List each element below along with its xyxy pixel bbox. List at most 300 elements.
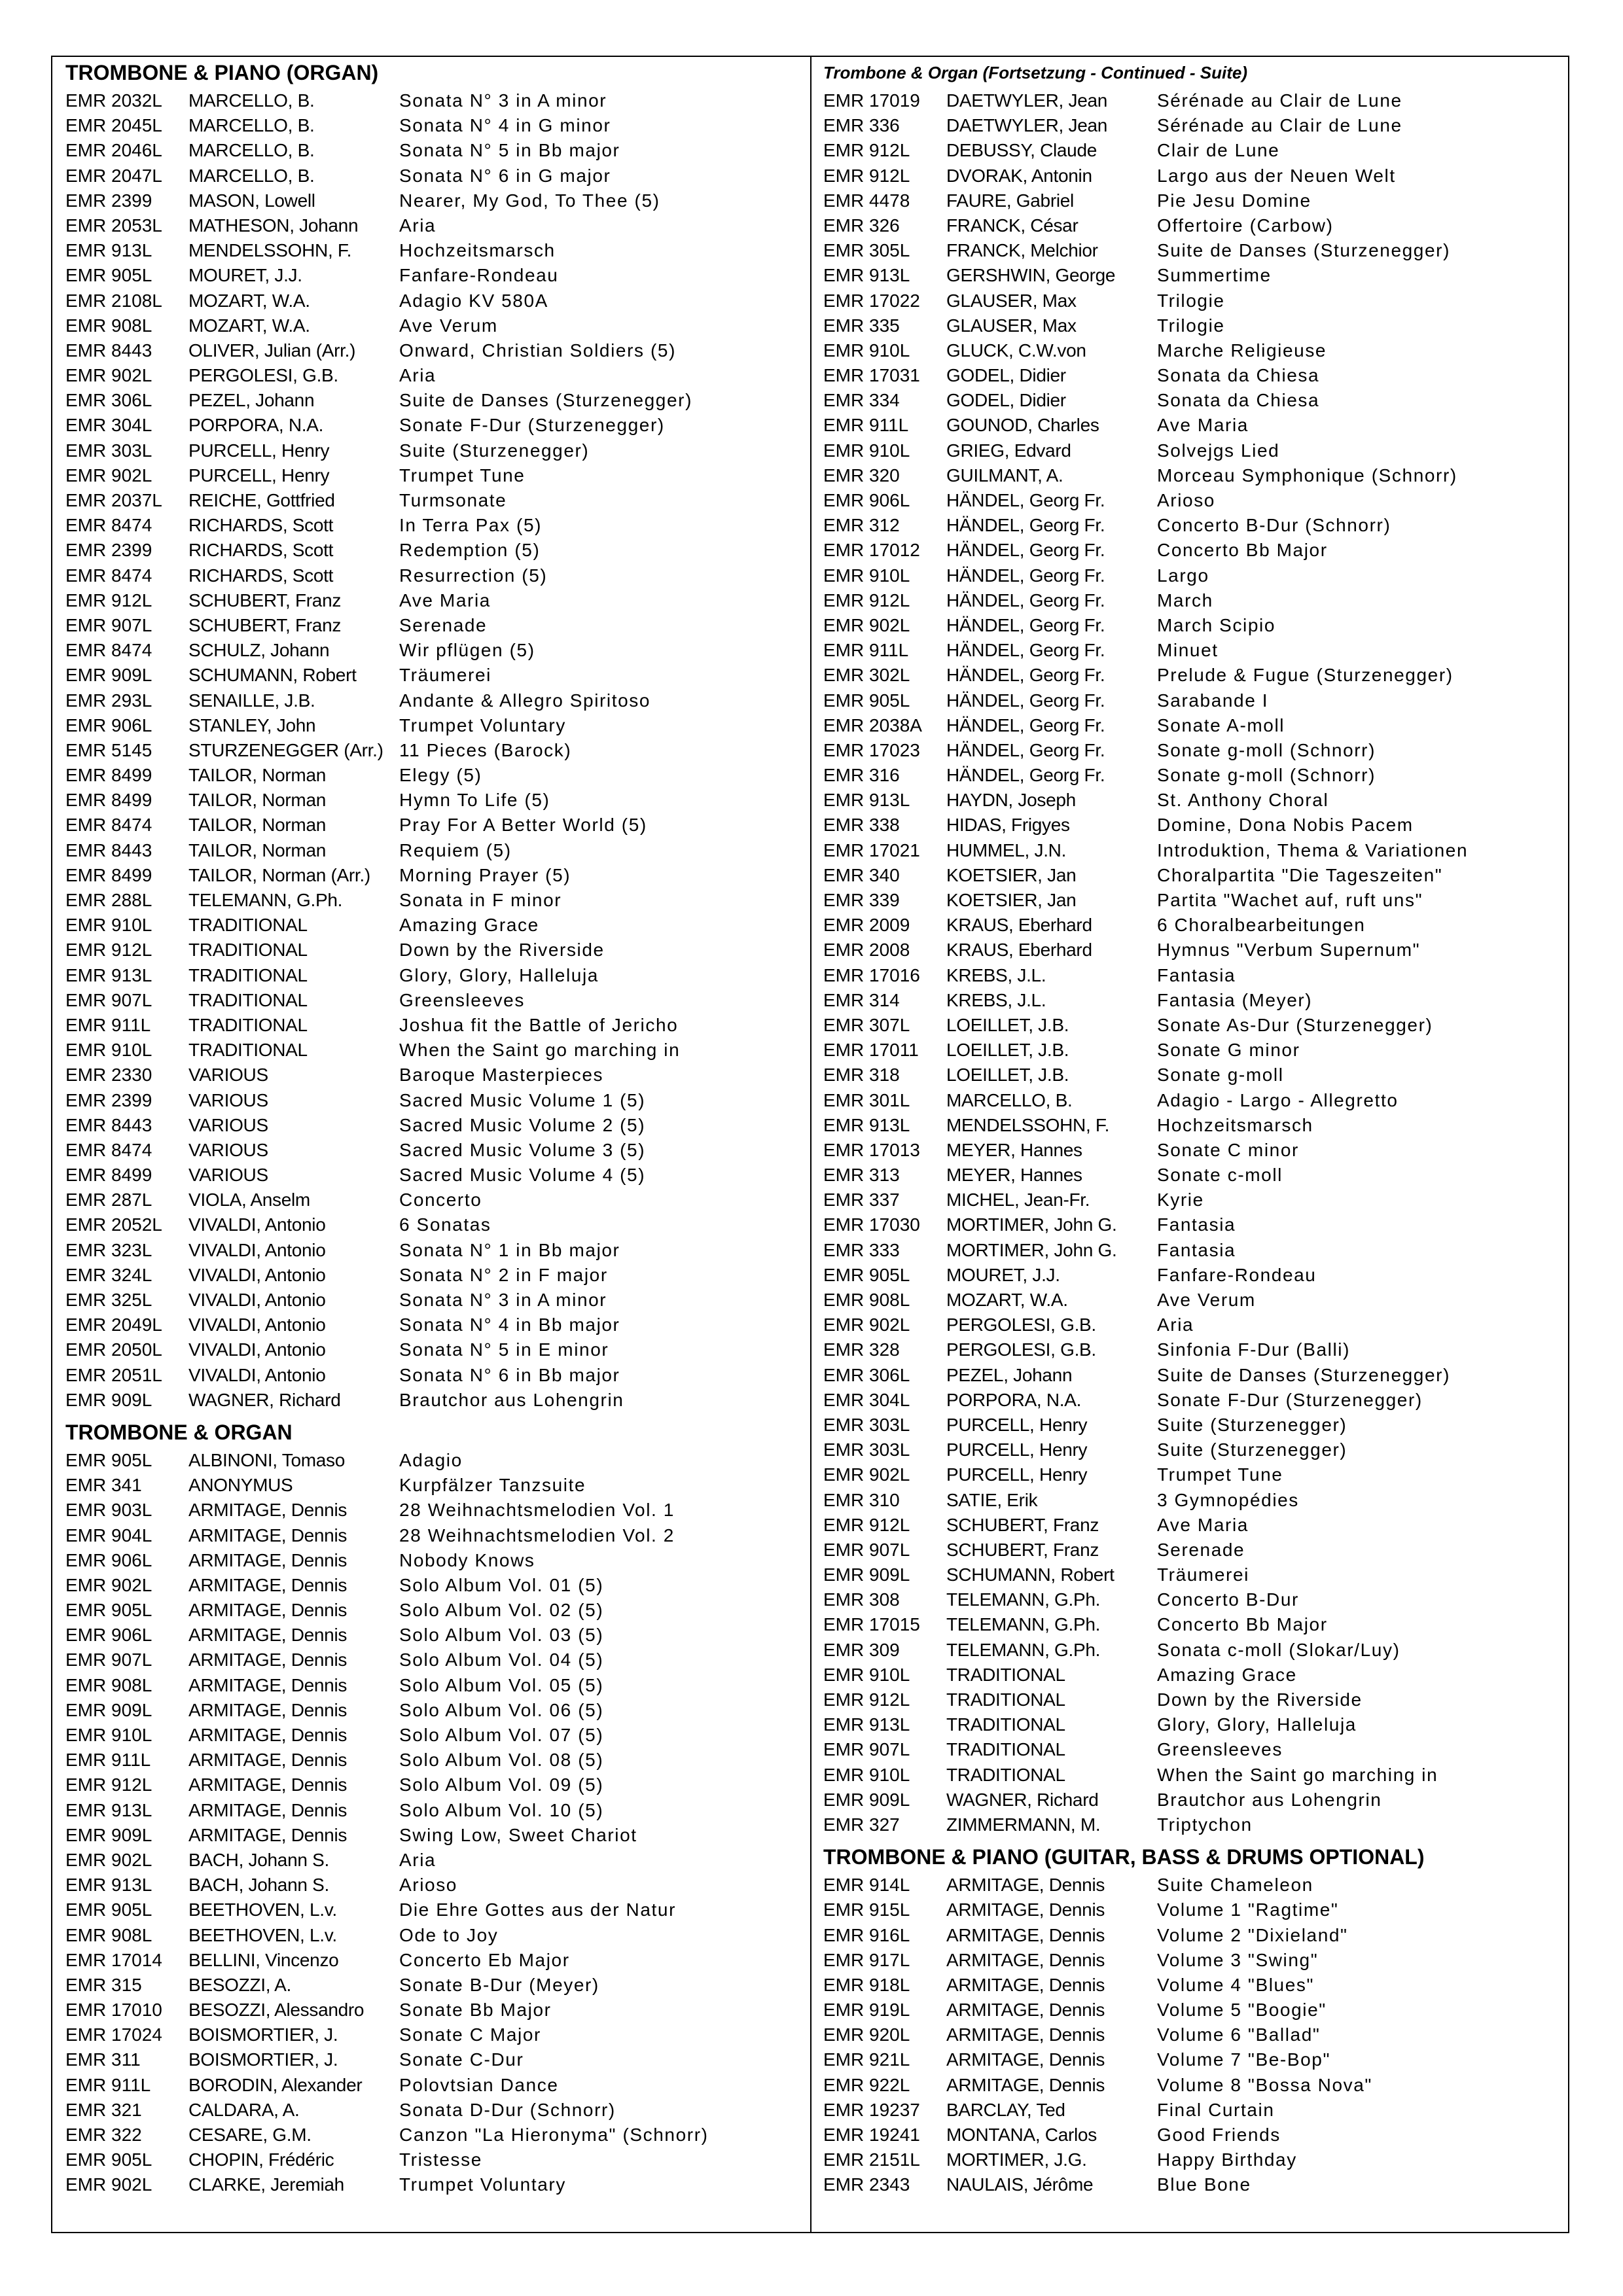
- catalog-entry: [823, 1998, 1563, 2022]
- catalog-entry: [65, 1948, 798, 1973]
- composer-name: TRADITIONAL: [946, 1739, 1065, 1760]
- work-title: Ave Maria: [399, 590, 491, 610]
- composer-name: ARMITAGE, Dennis: [946, 1924, 1105, 1945]
- composer-name: ARMITAGE, Dennis: [946, 1875, 1105, 1896]
- work-title: Fantasia: [1157, 964, 1236, 985]
- catalog-entry: [823, 88, 1563, 113]
- work-title: Canzon "La Hieronyma" (Schnorr): [399, 2125, 709, 2145]
- work-title: Sacred Music Volume 4 (5): [399, 1165, 646, 1186]
- composer-name: VARIOUS: [188, 1065, 268, 1086]
- catalog-number: EMR 322: [65, 2125, 142, 2145]
- work-title: Volume 8 "Bossa Nova": [1157, 2074, 1372, 2095]
- work-title: Morceau Symphonique (Schnorr): [1157, 465, 1457, 486]
- composer-name: TELEMANN, G.Ph.: [188, 890, 343, 910]
- catalog-number: EMR 2047L: [65, 165, 162, 186]
- composer-name: VIVALDI, Antonio: [188, 1339, 326, 1360]
- catalog-entry: [65, 1388, 798, 1413]
- catalog-entry: [823, 2172, 1563, 2197]
- work-title: Minuet: [1157, 640, 1219, 661]
- composer-name: TRADITIONAL: [188, 940, 308, 961]
- work-title: Sonate C-Dur: [399, 2049, 524, 2070]
- work-title: Sonate C Major: [399, 2024, 541, 2045]
- work-title: Onward, Christian Soldiers (5): [399, 340, 677, 361]
- catalog-entry: [823, 2022, 1563, 2047]
- catalog-entry: [65, 563, 798, 588]
- catalog-number: EMR 910L: [65, 1725, 152, 1745]
- catalog-entry: [823, 1462, 1563, 1487]
- work-title: Adagio KV 580A: [399, 290, 548, 311]
- catalog-number: EMR 913L: [65, 1875, 152, 1896]
- catalog-number: EMR 8474: [65, 515, 152, 536]
- catalog-number: EMR 910L: [823, 440, 910, 461]
- work-title: Fantasia (Meyer): [1157, 989, 1313, 1010]
- catalog-number: EMR 913L: [823, 1714, 910, 1735]
- catalog-number: EMR 17015: [823, 1614, 920, 1635]
- catalog-entry: [823, 1438, 1563, 1462]
- work-title: Marche Religieuse: [1157, 340, 1327, 361]
- catalog-number: EMR 19237: [823, 2099, 920, 2120]
- catalog-entry: [65, 1238, 798, 1263]
- catalog-number: EMR 309: [823, 1639, 900, 1660]
- composer-name: PEZEL, Johann: [188, 390, 315, 411]
- catalog-number: EMR 325L: [65, 1290, 152, 1310]
- catalog-number: EMR 912L: [65, 590, 152, 610]
- catalog-entry: [823, 1873, 1563, 1898]
- composer-name: ANONYMUS: [188, 1475, 293, 1496]
- work-title: Solo Album Vol. 07 (5): [399, 1725, 604, 1745]
- work-title: Down by the Riverside: [1157, 1689, 1363, 1710]
- catalog-entry: [65, 1873, 798, 1898]
- work-title: When the Saint go marching in: [399, 1040, 681, 1061]
- catalog-number: EMR 8474: [65, 815, 152, 836]
- catalog-number: EMR 4478: [823, 190, 910, 211]
- catalog-number: EMR 911L: [65, 1014, 151, 1035]
- catalog-number: EMR 8474: [65, 1139, 152, 1160]
- catalog-number: EMR 905L: [823, 690, 910, 711]
- catalog-entry: [65, 164, 798, 188]
- catalog-number: EMR 2053L: [65, 215, 162, 236]
- right-column: [823, 57, 1563, 2198]
- catalog-entry: [823, 1587, 1563, 1612]
- catalog-number: EMR 910L: [65, 1040, 152, 1061]
- composer-name: BESOZZI, A.: [188, 1974, 291, 1995]
- work-title: Concerto Bb Major: [1157, 540, 1328, 561]
- catalog-entry: [65, 2098, 798, 2123]
- catalog-entry: [823, 463, 1563, 488]
- work-title: Partita "Wachet auf, ruft uns": [1157, 890, 1423, 910]
- catalog-entry: [65, 338, 798, 363]
- work-title: Hymn To Life (5): [399, 790, 550, 811]
- catalog-entry: [823, 138, 1563, 163]
- composer-name: ARMITAGE, Dennis: [188, 1725, 348, 1745]
- composer-name: TRADITIONAL: [946, 1664, 1065, 1685]
- work-title: Down by the Riverside: [399, 940, 605, 961]
- catalog-number: EMR 902L: [65, 465, 152, 486]
- catalog-number: EMR 2343: [823, 2174, 910, 2195]
- composer-name: HÄNDEL, Georg Fr.: [946, 715, 1105, 735]
- catalog-number: EMR 338: [823, 815, 900, 836]
- catalog-entry: [823, 788, 1563, 813]
- work-title: Sonata N° 6 in Bb major: [399, 1364, 620, 1385]
- composer-name: CALDARA, A.: [188, 2099, 300, 2120]
- work-title: Die Ehre Gottes aus der Natur: [399, 1899, 677, 1920]
- catalog-entry: [65, 2047, 798, 2072]
- catalog-number: EMR 2051L: [65, 1364, 162, 1385]
- composer-name: ARMITAGE, Dennis: [946, 1949, 1105, 1970]
- work-title: Brautchor aus Lohengrin: [1157, 1789, 1382, 1810]
- work-title: Clair de Lune: [1157, 140, 1280, 161]
- catalog-number: EMR 905L: [65, 1600, 152, 1621]
- work-title: Solo Album Vol. 08 (5): [399, 1750, 604, 1771]
- catalog-entry: [823, 438, 1563, 463]
- catalog-entry: [65, 2147, 798, 2172]
- composer-name: MATHESON, Johann: [188, 215, 359, 236]
- catalog-number: EMR 303L: [823, 1439, 910, 1460]
- catalog-entry: [65, 2073, 798, 2098]
- catalog-number: EMR 906L: [65, 1625, 152, 1646]
- catalog-entry: [65, 1648, 798, 1672]
- catalog-number: EMR 336: [823, 115, 900, 136]
- catalog-number: EMR 340: [823, 864, 900, 885]
- section-heading: TROMBONE & PIANO (GUITAR, BASS & DRUMS OPTIONAL): [823, 1845, 1425, 1869]
- composer-name: SATIE, Erik: [946, 1489, 1038, 1510]
- work-title: Sonata in F minor: [399, 890, 562, 910]
- catalog-number: EMR 315: [65, 1974, 142, 1995]
- composer-name: MENDELSSOHN, F.: [188, 240, 352, 261]
- catalog-entry: [823, 888, 1563, 913]
- catalog-number: EMR 2399: [65, 540, 152, 561]
- catalog-entry: [823, 838, 1563, 863]
- catalog-number: EMR 922L: [823, 2074, 910, 2095]
- catalog-entry: [65, 788, 798, 813]
- catalog-number: EMR 303L: [823, 1414, 910, 1435]
- work-title: Solvejgs Lied: [1157, 440, 1280, 461]
- catalog-entry: [823, 1263, 1563, 1288]
- catalog-entry: [65, 1523, 798, 1548]
- work-title: Sonata N° 6 in G major: [399, 165, 611, 186]
- composer-name: PEZEL, Johann: [946, 1364, 1073, 1385]
- catalog-entry: [65, 1548, 798, 1573]
- catalog-entry: [65, 1163, 798, 1188]
- work-title: Sonata N° 5 in E minor: [399, 1339, 609, 1360]
- work-title: 28 Weihnachtsmelodien Vol. 1: [399, 1500, 675, 1521]
- catalog-number: EMR 907L: [823, 1539, 910, 1560]
- composer-name: TRADITIONAL: [188, 964, 308, 985]
- work-title: Sonata N° 1 in Bb major: [399, 1239, 620, 1260]
- work-title: Choralpartita "Die Tageszeiten": [1157, 864, 1443, 885]
- composer-name: TRADITIONAL: [188, 1014, 308, 1035]
- work-title: Concerto Eb Major: [399, 1949, 570, 1970]
- work-title: Concerto Bb Major: [1157, 1614, 1328, 1635]
- catalog-entry: [823, 1038, 1563, 1063]
- work-title: Morning Prayer (5): [399, 864, 571, 885]
- catalog-entry: [823, 2147, 1563, 2172]
- catalog-number: EMR 307L: [823, 1014, 910, 1035]
- catalog-entry: [823, 1238, 1563, 1263]
- work-title: Trilogie: [1157, 315, 1225, 336]
- work-title: Solo Album Vol. 10 (5): [399, 1799, 604, 1820]
- catalog-number: EMR 902L: [65, 1574, 152, 1595]
- catalog-entry: [823, 563, 1563, 588]
- catalog-entry: [823, 913, 1563, 938]
- composer-name: HÄNDEL, Georg Fr.: [946, 614, 1105, 635]
- composer-name: PERGOLESI, G.B.: [188, 365, 338, 386]
- catalog-number: EMR 912L: [823, 1689, 910, 1710]
- catalog-entry: [65, 113, 798, 138]
- composer-name: TRADITIONAL: [946, 1689, 1065, 1710]
- composer-name: LOEILLET, J.B.: [946, 1014, 1069, 1035]
- work-title: Volume 5 "Boogie": [1157, 2000, 1327, 2021]
- work-title: Solo Album Vol. 05 (5): [399, 1674, 604, 1695]
- work-title: Swing Low, Sweet Chariot: [399, 1824, 637, 1845]
- catalog-number: EMR 909L: [65, 1389, 152, 1410]
- catalog-entry: [65, 413, 798, 438]
- catalog-entry: [823, 1737, 1563, 1762]
- catalog-entry: [65, 388, 798, 413]
- composer-name: SCHUBERT, Franz: [188, 590, 342, 610]
- composer-name: MORTIMER, J.G.: [946, 2149, 1087, 2170]
- composer-name: PURCELL, Henry: [946, 1414, 1088, 1435]
- composer-name: MOZART, W.A.: [188, 315, 310, 336]
- catalog-number: EMR 304L: [65, 415, 152, 436]
- catalog-entry: [823, 1973, 1563, 1998]
- composer-name: TAILOR, Norman: [188, 815, 326, 836]
- work-title: Introduktion, Thema & Variationen: [1157, 839, 1469, 860]
- work-title: Fantasia: [1157, 1214, 1236, 1235]
- work-title: Suite de Danses (Sturzenegger): [1157, 1364, 1450, 1385]
- catalog-number: EMR 2045L: [65, 115, 162, 136]
- catalog-entry: [65, 1848, 798, 1873]
- catalog-number: EMR 914L: [823, 1875, 910, 1896]
- catalog-entry: [65, 813, 798, 838]
- work-title: Sonata N° 3 in A minor: [399, 90, 607, 111]
- catalog-number: EMR 902L: [823, 1464, 910, 1485]
- composer-name: KOETSIER, Jan: [946, 890, 1077, 910]
- catalog-number: EMR 17014: [65, 1949, 162, 1970]
- work-title: Sonate As-Dur (Sturzenegger): [1157, 1014, 1433, 1035]
- composer-name: VIVALDI, Antonio: [188, 1214, 326, 1235]
- composer-name: ARMITAGE, Dennis: [946, 2049, 1105, 2070]
- composer-name: ARMITAGE, Dennis: [946, 2000, 1105, 2021]
- catalog-entry: [65, 1188, 798, 1212]
- catalog-entry: [823, 663, 1563, 688]
- catalog-number: EMR 2108L: [65, 290, 162, 311]
- work-title: Hochzeitsmarsch: [399, 240, 556, 261]
- catalog-number: EMR 310: [823, 1489, 900, 1510]
- work-title: Resurrection (5): [399, 565, 548, 586]
- catalog-number: EMR 905L: [65, 1449, 152, 1470]
- work-title: Volume 7 "Be-Bop": [1157, 2049, 1330, 2070]
- work-title: Serenade: [1157, 1539, 1245, 1560]
- catalog-number: EMR 910L: [823, 1764, 910, 1785]
- catalog-entry: [65, 188, 798, 213]
- composer-name: GODEL, Didier: [946, 390, 1066, 411]
- catalog-number: EMR 304L: [823, 1389, 910, 1410]
- work-title: Aria: [1157, 1315, 1194, 1335]
- composer-name: SCHUBERT, Franz: [188, 614, 342, 635]
- work-title: St. Anthony Choral: [1157, 790, 1329, 811]
- composer-name: TRADITIONAL: [188, 1040, 308, 1061]
- catalog-number: EMR 8499: [65, 765, 152, 786]
- work-title: Redemption (5): [399, 540, 541, 561]
- composer-name: VARIOUS: [188, 1165, 268, 1186]
- catalog-number: EMR 915L: [823, 1899, 910, 1920]
- composer-name: FAURE, Gabriel: [946, 190, 1074, 211]
- catalog-number: EMR 903L: [65, 1500, 152, 1521]
- catalog-entry: [65, 2172, 798, 2197]
- catalog-entry: [823, 313, 1563, 338]
- composer-name: CLARKE, Jeremiah: [188, 2174, 344, 2195]
- composer-name: HÄNDEL, Georg Fr.: [946, 690, 1105, 711]
- catalog-entry: [823, 713, 1563, 738]
- work-title: March Scipio: [1157, 614, 1276, 635]
- composer-name: REICHE, Gottfried: [188, 490, 335, 510]
- work-title: Sérénade au Clair de Lune: [1157, 90, 1402, 111]
- work-title: Sonate c-moll: [1157, 1165, 1283, 1186]
- composer-name: HÄNDEL, Georg Fr.: [946, 665, 1105, 686]
- catalog-number: EMR 905L: [65, 265, 152, 286]
- work-title: Triptychon: [1157, 1814, 1253, 1835]
- catalog-number: EMR 912L: [823, 140, 910, 161]
- catalog-number: EMR 913L: [823, 790, 910, 811]
- catalog-number: EMR 919L: [823, 2000, 910, 2021]
- work-title: Hymnus "Verbum Supernum": [1157, 940, 1421, 961]
- composer-name: TRADITIONAL: [188, 989, 308, 1010]
- catalog-entry: [823, 1113, 1563, 1138]
- composer-name: GLAUSER, Max: [946, 290, 1077, 311]
- composer-name: GODEL, Didier: [946, 365, 1066, 386]
- work-title: Volume 1 "Ragtime": [1157, 1899, 1339, 1920]
- catalog-number: EMR 909L: [65, 1699, 152, 1720]
- catalog-entry: [823, 1712, 1563, 1737]
- work-title: Solo Album Vol. 02 (5): [399, 1600, 604, 1621]
- composer-name: MOZART, W.A.: [188, 290, 310, 311]
- work-title: Arioso: [399, 1875, 457, 1896]
- catalog-number: EMR 909L: [823, 1789, 910, 1810]
- composer-name: ARMITAGE, Dennis: [188, 1625, 348, 1646]
- catalog-entry: [823, 1188, 1563, 1212]
- catalog-entry: [823, 1788, 1563, 1812]
- catalog-entry: [823, 1388, 1563, 1413]
- work-title: Greensleeves: [1157, 1739, 1283, 1760]
- composer-name: LOEILLET, J.B.: [946, 1040, 1069, 1061]
- catalog-number: EMR 8443: [65, 340, 152, 361]
- work-title: Final Curtain: [1157, 2099, 1275, 2120]
- catalog-number: EMR 320: [823, 465, 900, 486]
- composer-name: ARMITAGE, Dennis: [188, 1775, 348, 1795]
- work-title: Sonate B-Dur (Meyer): [399, 1974, 599, 1995]
- catalog-number: EMR 17031: [823, 365, 920, 386]
- work-title: Greensleeves: [399, 989, 525, 1010]
- catalog-entry: [65, 1138, 798, 1163]
- catalog-number: EMR 902L: [65, 1849, 152, 1870]
- catalog-entry: [823, 1313, 1563, 1337]
- catalog-number: EMR 2032L: [65, 90, 162, 111]
- composer-name: HIDAS, Frigyes: [946, 815, 1070, 836]
- work-title: Sonate g-moll (Schnorr): [1157, 739, 1376, 760]
- catalog-number: EMR 910L: [823, 565, 910, 586]
- catalog-number: EMR 19241: [823, 2125, 920, 2145]
- composer-name: HÄNDEL, Georg Fr.: [946, 515, 1105, 536]
- catalog-entry: [65, 1698, 798, 1723]
- catalog-entry: [65, 1673, 798, 1698]
- catalog-entry: [65, 1212, 798, 1237]
- section-heading: TROMBONE & ORGAN: [65, 1420, 293, 1444]
- catalog-number: EMR 2037L: [65, 490, 162, 510]
- catalog-entry: [65, 1623, 798, 1648]
- catalog-entry: [823, 2098, 1563, 2123]
- composer-name: ARMITAGE, Dennis: [188, 1549, 348, 1570]
- catalog-entry: [823, 763, 1563, 788]
- catalog-number: EMR 17016: [823, 964, 920, 985]
- catalog-number: EMR 324L: [65, 1264, 152, 1285]
- composer-name: BOISMORTIER, J.: [188, 2049, 338, 2070]
- catalog-number: EMR 921L: [823, 2049, 910, 2070]
- composer-name: ARMITAGE, Dennis: [946, 2024, 1105, 2045]
- composer-name: OLIVER, Julian (Arr.): [188, 340, 356, 361]
- composer-name: MORTIMER, John G.: [946, 1239, 1117, 1260]
- composer-name: SCHULZ, Johann: [188, 640, 330, 661]
- catalog-number: EMR 17030: [823, 1214, 920, 1235]
- catalog-entry: [823, 263, 1563, 288]
- work-title: Nobody Knows: [399, 1549, 535, 1570]
- work-title: Ode to Joy: [399, 1924, 499, 1945]
- catalog-entry: [823, 1898, 1563, 1922]
- work-title: 28 Weihnachtsmelodien Vol. 2: [399, 1525, 675, 1545]
- composer-name: STURZENEGGER (Arr.): [188, 739, 383, 760]
- catalog-number: EMR 2009: [823, 915, 910, 936]
- work-title: Trilogie: [1157, 290, 1225, 311]
- composer-name: PURCELL, Henry: [946, 1439, 1088, 1460]
- work-title: Trumpet Tune: [1157, 1464, 1283, 1485]
- catalog-number: EMR 8499: [65, 790, 152, 811]
- catalog-entry: [823, 1538, 1563, 1563]
- composer-name: TAILOR, Norman (Arr.): [188, 864, 370, 885]
- composer-name: MICHEL, Jean-Fr.: [946, 1190, 1090, 1210]
- composer-name: BELLINI, Vincenzo: [188, 1949, 339, 1970]
- work-title: Sinfonia F-Dur (Balli): [1157, 1339, 1351, 1360]
- catalog-number: EMR 911L: [823, 415, 909, 436]
- composer-name: BARCLAY, Ted: [946, 2099, 1065, 2120]
- catalog-number: EMR 912L: [65, 1775, 152, 1795]
- work-title: Pray For A Better World (5): [399, 815, 647, 836]
- catalog-entry: [65, 88, 798, 113]
- catalog-entry: [65, 638, 798, 663]
- catalog-entry: [65, 1598, 798, 1623]
- work-title: Suite de Danses (Sturzenegger): [399, 390, 692, 411]
- composer-name: ARMITAGE, Dennis: [188, 1500, 348, 1521]
- catalog-entry: [823, 363, 1563, 388]
- composer-name: DAETWYLER, Jean: [946, 90, 1108, 111]
- composer-name: CESARE, G.M.: [188, 2125, 312, 2145]
- catalog-entry: [823, 2047, 1563, 2072]
- composer-name: MOURET, J.J.: [946, 1264, 1060, 1285]
- work-title: 3 Gymnopédies: [1157, 1489, 1299, 1510]
- catalog-entry: [65, 1038, 798, 1063]
- work-title: Arioso: [1157, 490, 1215, 510]
- work-title: Solo Album Vol. 06 (5): [399, 1699, 604, 1720]
- catalog-entry: [823, 1612, 1563, 1637]
- catalog-number: EMR 902L: [823, 1315, 910, 1335]
- work-title: Serenade: [399, 614, 488, 635]
- catalog-entry: [823, 413, 1563, 438]
- catalog-entry: [65, 1113, 798, 1138]
- work-title: Fanfare-Rondeau: [1157, 1264, 1317, 1285]
- work-title: Suite (Sturzenegger): [1157, 1439, 1347, 1460]
- catalog-entry: [65, 213, 798, 238]
- catalog-number: EMR 306L: [823, 1364, 910, 1385]
- composer-name: PURCELL, Henry: [188, 465, 330, 486]
